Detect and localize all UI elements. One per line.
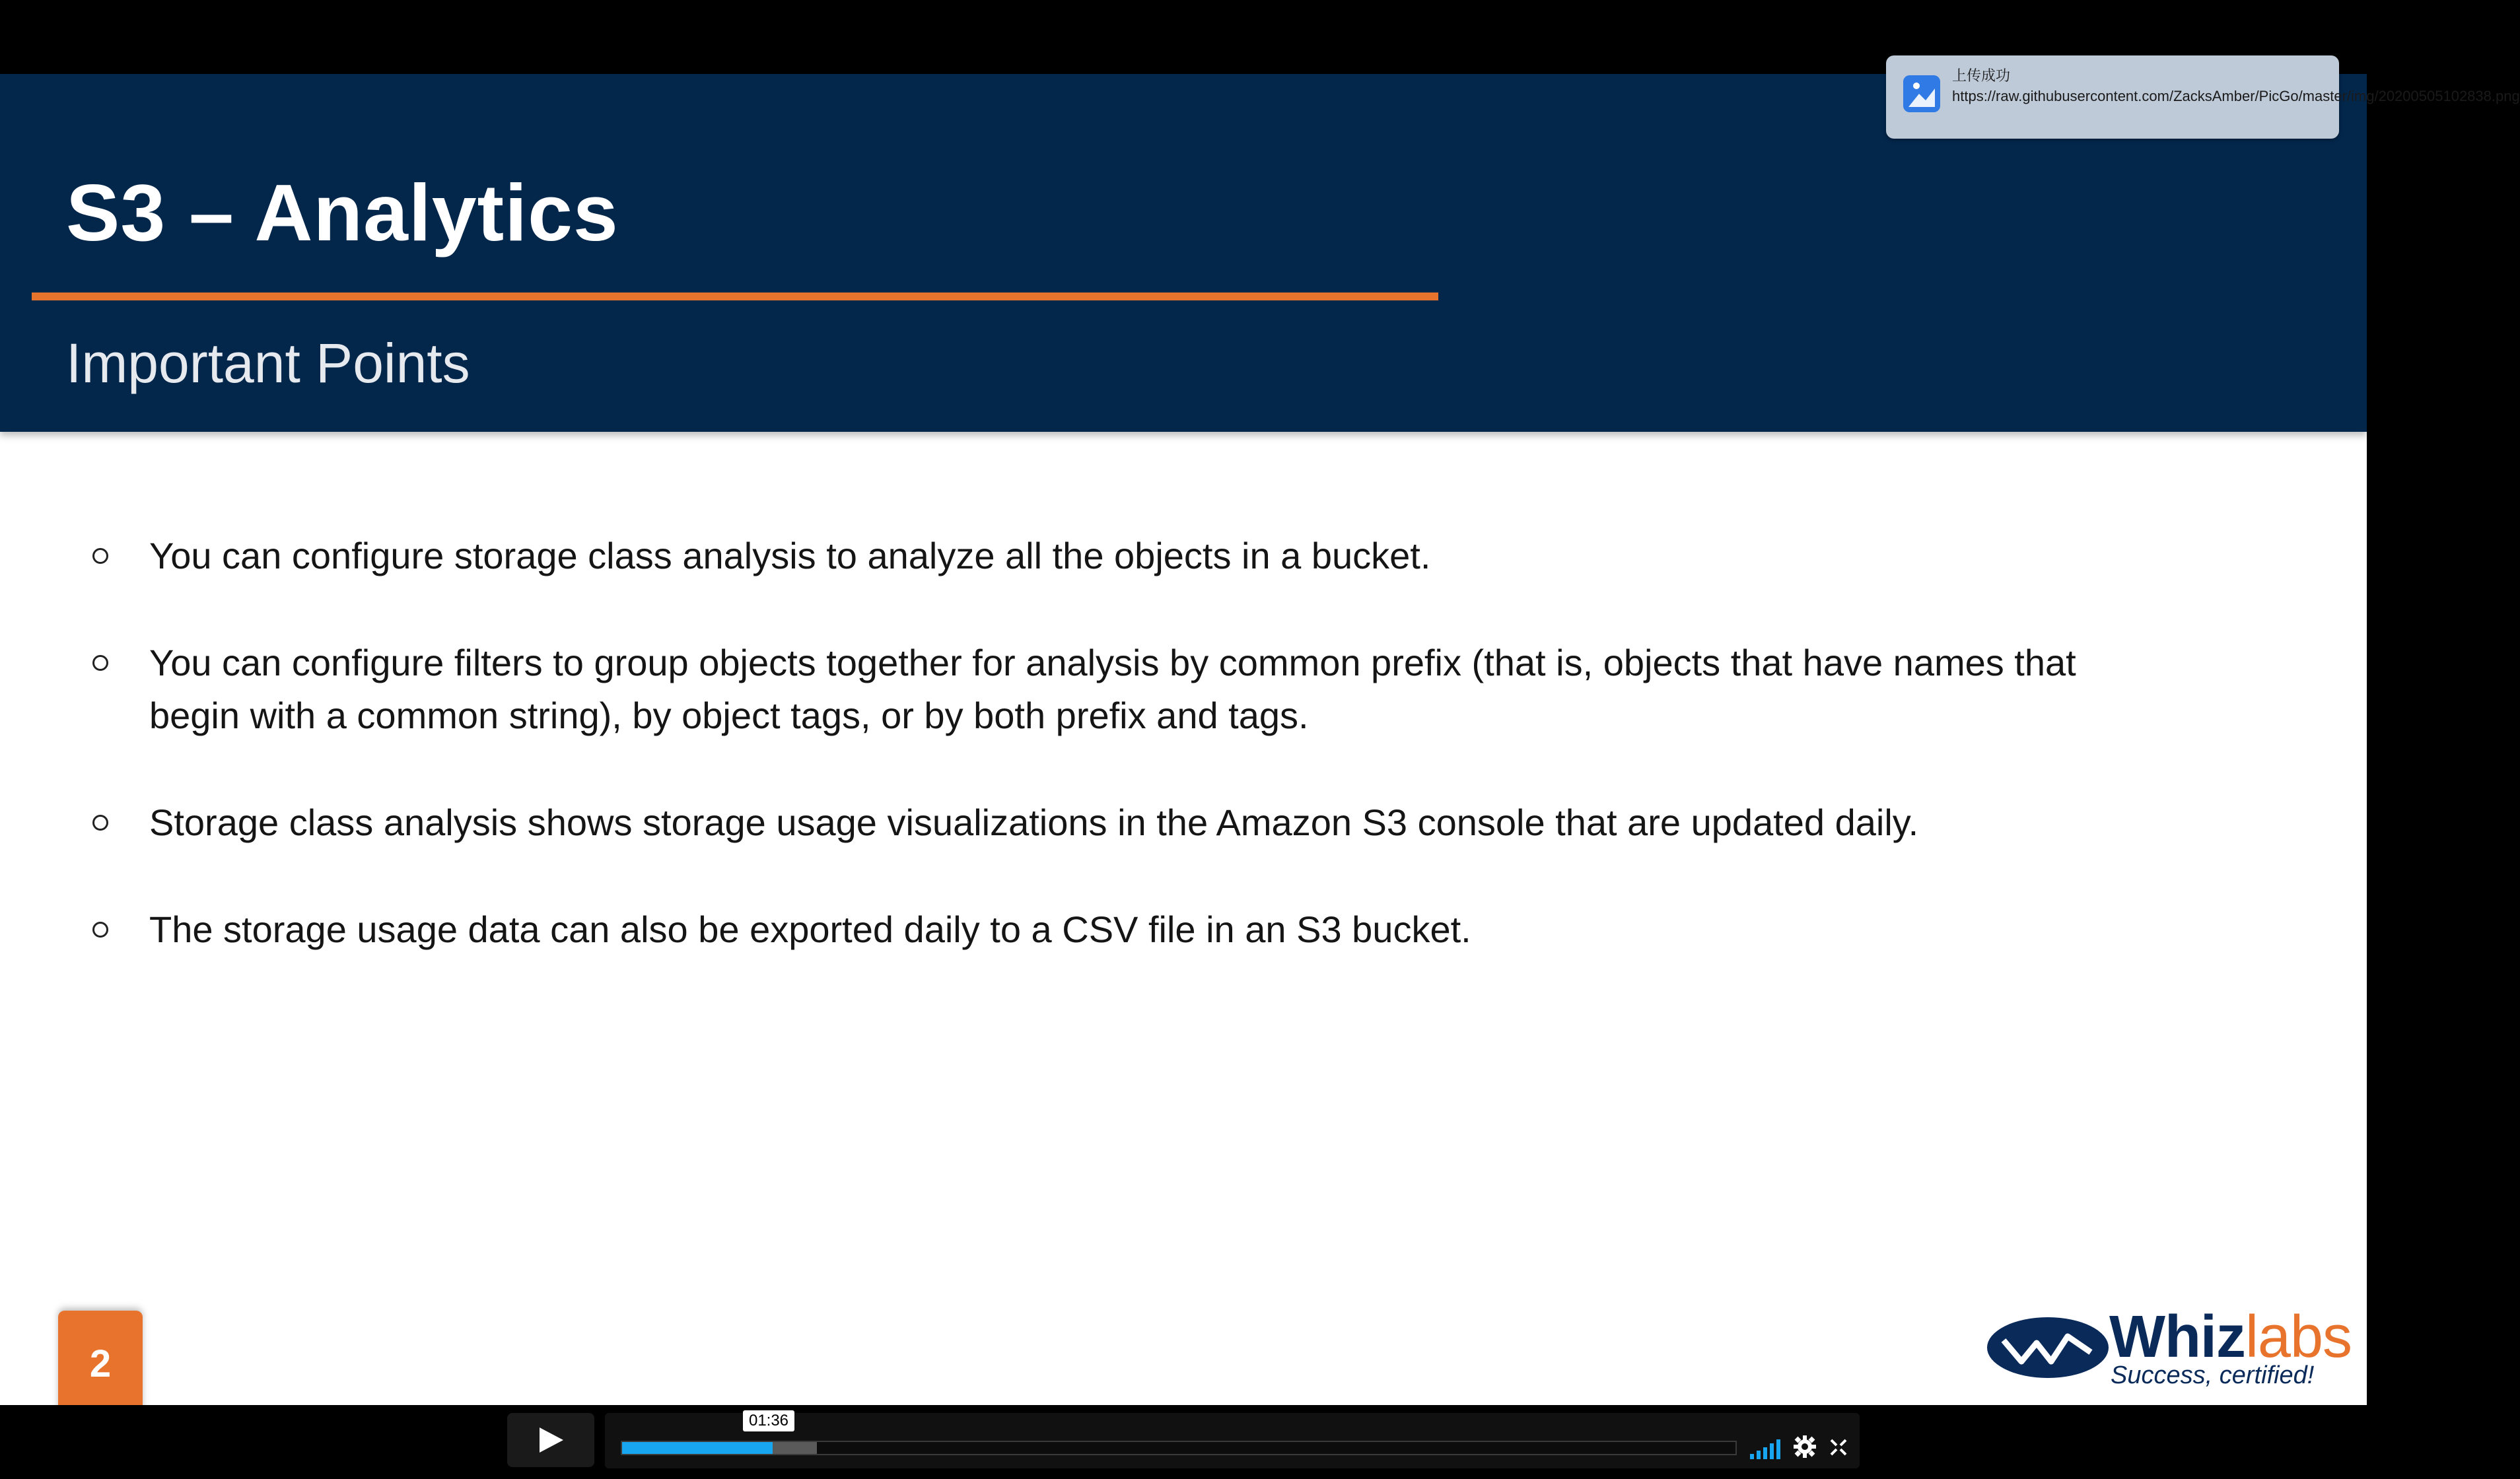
player-controls bbox=[0, 1405, 2367, 1479]
brand-name-part1: Whiz bbox=[2109, 1304, 2245, 1370]
bullet-item bbox=[92, 903, 2080, 956]
bullet-marker-icon bbox=[92, 815, 108, 831]
volume-bars-icon[interactable] bbox=[1750, 1439, 1784, 1459]
current-time-tooltip: 01:36 bbox=[743, 1410, 794, 1431]
notification-title: 上传成功 bbox=[1952, 68, 2011, 85]
bullet-item bbox=[92, 796, 2080, 849]
progress-played bbox=[622, 1442, 773, 1454]
page-number-badge: 2 bbox=[58, 1311, 143, 1416]
bullet-text: The storage usage data can also be exported daily to a CSV file in an S3 bucket. bbox=[149, 909, 1471, 950]
picgo-app-icon bbox=[1903, 75, 1940, 112]
whizlabs-logo-icon bbox=[1985, 1314, 2111, 1381]
bullet-list bbox=[92, 530, 2080, 1010]
upload-notification[interactable] bbox=[1886, 55, 2520, 139]
bullet-text: You can configure filters to group objects together for analysis by common prefix (that is, objects that have names that begin with a common string), by object tags, or by both prefix and tags. bbox=[149, 642, 2076, 736]
brand-logo bbox=[1985, 1304, 2352, 1392]
bullet-item bbox=[92, 636, 2080, 742]
brand-tagline: Success, certified! bbox=[2111, 1361, 2315, 1389]
play-button[interactable] bbox=[507, 1413, 594, 1467]
bullet-item bbox=[92, 530, 2080, 582]
progress-bar[interactable] bbox=[621, 1441, 1737, 1455]
slide-subtitle: Important Points bbox=[66, 332, 470, 394]
notification-url: https://raw.githubusercontent.com/ZacksAmber/PicGo/master/img/20200505102838.png bbox=[1952, 88, 2520, 104]
play-icon bbox=[537, 1426, 565, 1454]
brand-name-part2: labs bbox=[2245, 1304, 2352, 1370]
bullet-text: Storage class analysis shows storage usage visualizations in the Amazon S3 console that are updated daily. bbox=[149, 802, 1919, 843]
title-underline bbox=[32, 292, 1438, 300]
slide-title: S3 – Analytics bbox=[66, 168, 619, 258]
slide bbox=[0, 74, 2520, 1405]
bullet-marker-icon bbox=[92, 922, 108, 938]
bullet-marker-icon bbox=[92, 548, 108, 564]
bullet-text: You can configure storage class analysis to analyze all the objects in a bucket. bbox=[149, 535, 1431, 576]
fullscreen-icon[interactable] bbox=[1829, 1438, 1848, 1457]
gear-icon[interactable] bbox=[1794, 1435, 1816, 1458]
bullet-marker-icon bbox=[92, 655, 108, 671]
